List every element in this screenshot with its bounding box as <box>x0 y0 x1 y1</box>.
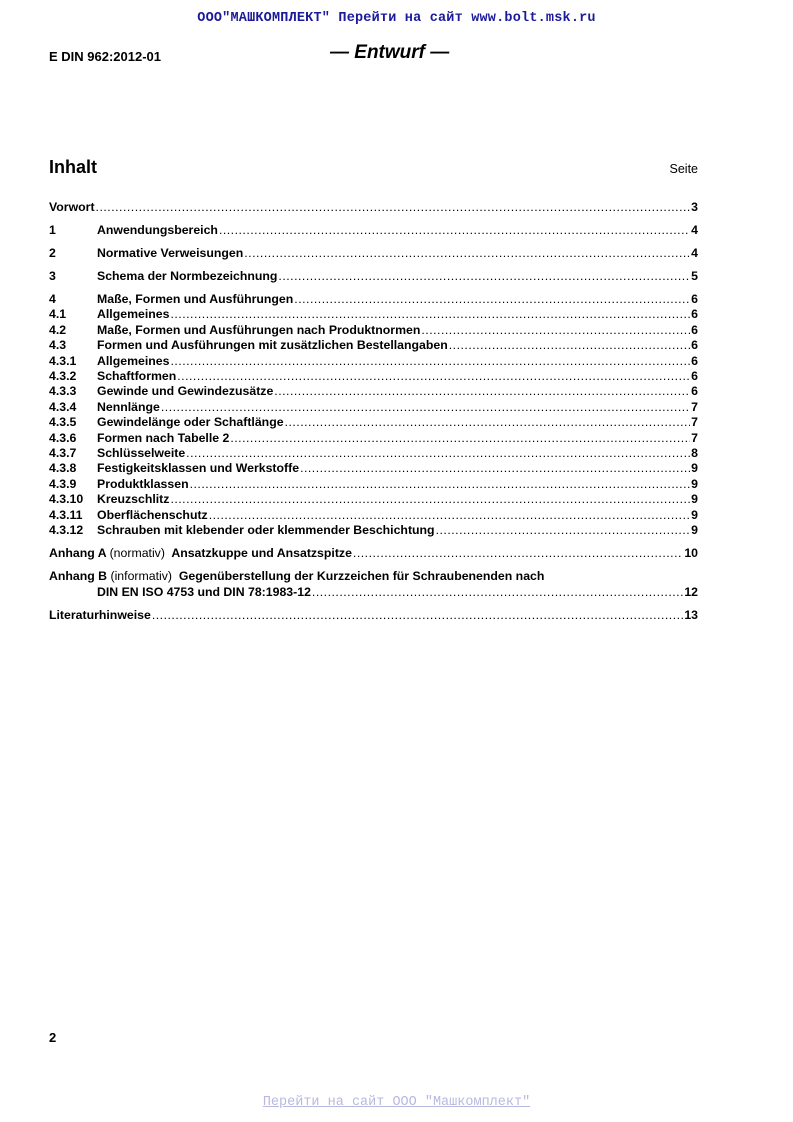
toc-dot-leader <box>312 585 683 600</box>
toc-entry-title: Allgemeines <box>97 307 170 322</box>
toc-entry-number: 4.3.5 <box>49 415 77 430</box>
toc-entry-4-3-12[interactable] <box>49 523 698 538</box>
toc-entry-4-3-2[interactable] <box>49 369 698 384</box>
toc-entry-page: 5 <box>691 269 698 283</box>
toc-entry-number: 4.3.2 <box>49 369 77 384</box>
table-of-contents <box>49 200 698 623</box>
toc-entry-page: 9 <box>691 523 698 538</box>
toc-entry-page: 7 <box>691 399 698 414</box>
toc-dot-leader <box>170 307 690 322</box>
toc-entry-title: Maße, Formen und Ausführungen nach Produktnormen <box>97 322 421 337</box>
toc-dot-leader <box>161 400 690 415</box>
toc-entry-annex-a[interactable] <box>49 546 698 561</box>
toc-entry-title: Oberflächenschutz <box>97 507 208 522</box>
toc-dot-leader <box>421 323 690 338</box>
annex-label: Anhang B <box>49 569 108 584</box>
toc-entry-number: 4.3.6 <box>49 430 77 445</box>
toc-entry-page: 3 <box>691 200 698 214</box>
toc-entry-title: Schema der Normbezeichnung <box>97 269 278 283</box>
toc-entry-number: 4.3.10 <box>49 492 84 507</box>
annex-kind: (informativ) <box>110 569 172 584</box>
toc-entry-number: 4.3.7 <box>49 446 77 461</box>
toc-entry-4[interactable] <box>49 292 698 307</box>
toc-entry-page: 12 <box>684 584 698 599</box>
toc-entry-page: 4 <box>691 246 698 260</box>
toc-entry-2[interactable] <box>49 246 698 261</box>
toc-heading: Inhalt <box>49 157 97 177</box>
toc-entry-title: Kreuzschlitz <box>97 492 170 507</box>
toc-dot-leader <box>170 492 690 507</box>
toc-entry-page: 6 <box>691 384 698 399</box>
annex-kind: (normativ) <box>109 546 165 561</box>
toc-dot-leader <box>436 523 691 538</box>
toc-entry-4-3-9[interactable] <box>49 477 698 492</box>
toc-dot-leader <box>190 477 691 492</box>
toc-entry-title: Vorwort <box>49 200 95 214</box>
page-number: 2 <box>49 1030 57 1045</box>
toc-entry-title: Normative Verweisungen <box>97 246 244 260</box>
toc-entry-4-3-5[interactable] <box>49 415 698 430</box>
toc-dot-leader <box>219 223 690 238</box>
toc-entry-4-1[interactable] <box>49 307 698 322</box>
top-banner-link[interactable]: ООО"МАШКОМПЛЕКТ" Перейти на сайт www.bolt.msk.ru <box>197 11 596 26</box>
toc-entry-number: 4.2 <box>49 322 67 337</box>
toc-entry-title: Allgemeines <box>97 353 170 368</box>
toc-entry-number: 1 <box>49 223 56 237</box>
toc-page-column-label: Seite <box>669 162 698 176</box>
toc-entry-number: 4.3.4 <box>49 399 77 414</box>
toc-entry-4-3-4[interactable] <box>49 400 698 415</box>
document-id: E DIN 962:2012-01 <box>49 49 162 64</box>
toc-entry-title: Schaftformen <box>97 369 177 384</box>
toc-entry-1[interactable] <box>49 223 698 238</box>
toc-entry-number: 4 <box>49 292 56 306</box>
toc-dot-leader <box>244 246 690 261</box>
toc-entry-number: 3 <box>49 269 56 283</box>
toc-entry-page: 6 <box>691 322 698 337</box>
toc-dot-leader <box>285 415 691 430</box>
toc-entry-title: Festigkeitsklassen und Werkstoffe <box>97 461 300 476</box>
toc-entry-4-2[interactable] <box>49 323 698 338</box>
toc-entry-number: 4.3.11 <box>49 507 83 522</box>
toc-entry-page: 6 <box>691 369 698 384</box>
toc-entry-title: Literaturhinweise <box>49 607 151 622</box>
toc-dot-leader <box>230 431 690 446</box>
toc-entry-page: 6 <box>691 307 698 322</box>
toc-entry-title: Produktklassen <box>97 476 189 491</box>
toc-entry-vorwort[interactable] <box>49 200 698 215</box>
toc-entry-title: Gewinde und Gewindezusätze <box>97 384 274 399</box>
toc-entry-page: 7 <box>691 430 698 445</box>
toc-entry-title: Schlüsselweite <box>97 446 186 461</box>
toc-dot-leader <box>278 269 690 284</box>
toc-entry-page: 6 <box>691 353 698 368</box>
toc-entry-title: Maße, Formen und Ausführungen <box>97 292 294 306</box>
toc-dot-leader <box>449 338 690 353</box>
annex-label: Anhang A <box>49 546 107 561</box>
toc-entry-number: 4.3.8 <box>49 461 77 476</box>
toc-entry-title-line-1 <box>49 569 698 584</box>
toc-entry-page: 7 <box>691 415 698 430</box>
toc-dot-leader <box>96 200 691 215</box>
toc-entry-title: Anwendungsbereich <box>97 223 218 237</box>
toc-entry-number: 4.3 <box>49 338 67 353</box>
toc-entry-4-3-8[interactable] <box>49 461 698 476</box>
toc-entry-number: 4.3.1 <box>49 353 77 368</box>
toc-dot-leader <box>353 546 683 561</box>
toc-entry-page: 8 <box>691 446 698 461</box>
toc-entry-4-3-10[interactable] <box>49 492 698 507</box>
toc-entry-3[interactable] <box>49 269 698 284</box>
toc-dot-leader <box>294 292 690 307</box>
toc-dot-leader <box>209 508 690 523</box>
toc-entry-4-3-6[interactable] <box>49 431 698 446</box>
toc-entry-page: 9 <box>691 461 698 476</box>
toc-entry-4-3-3[interactable] <box>49 384 698 399</box>
toc-entry-title: Formen und Ausführungen mit zusätzlichen Bestellangaben <box>97 338 448 353</box>
toc-entry-title: Schrauben mit klebender oder klemmender Beschichtung <box>97 523 435 538</box>
toc-entry-number: 4.3.12 <box>49 523 84 538</box>
toc-entry-page: 9 <box>691 492 698 507</box>
toc-entry-4-3[interactable] <box>49 338 698 353</box>
toc-entry-page: 9 <box>691 507 698 522</box>
toc-entry-title <box>49 546 352 561</box>
toc-dot-leader <box>274 384 690 399</box>
toc-entry-4-3-1[interactable] <box>49 354 698 369</box>
toc-entry-page: 6 <box>691 292 698 306</box>
annex-title: Ansatzkuppe und Ansatzspitze <box>171 546 352 561</box>
toc-entry-4-3-11[interactable] <box>49 508 698 523</box>
toc-entry-number: 4.1 <box>49 307 67 322</box>
annex-title: Gegenüberstellung der Kurzzeichen für Schraubenenden nach <box>178 569 545 584</box>
toc-dot-leader <box>186 446 690 461</box>
toc-entry-title-line-2 <box>49 585 698 600</box>
toc-entry-annex-b[interactable] <box>49 569 698 600</box>
toc-dot-leader <box>170 354 690 369</box>
toc-entry-title: Gewindelänge oder Schaftlänge <box>97 415 284 430</box>
bottom-site-link[interactable]: Перейти на сайт ООО "Машкомплект" <box>262 1095 531 1110</box>
toc-dot-leader <box>152 608 683 623</box>
annex-title-continued: DIN EN ISO 4753 und DIN 78:1983-12 <box>97 584 311 599</box>
toc-entry-page: 6 <box>691 338 698 353</box>
toc-dot-leader <box>177 369 690 384</box>
draft-mark: — Entwurf — <box>330 42 450 63</box>
toc-entry-title: Formen nach Tabelle 2 <box>97 430 230 445</box>
toc-entry-page: 10 <box>684 546 698 561</box>
toc-entry-number: 2 <box>49 246 56 260</box>
toc-entry-title: Nennlänge <box>97 399 160 414</box>
toc-entry-page: 4 <box>691 223 698 237</box>
toc-entry-4-3-7[interactable] <box>49 446 698 461</box>
toc-dot-leader <box>300 461 690 476</box>
toc-entry-page: 13 <box>684 607 698 622</box>
toc-entry-bibliography[interactable] <box>49 608 698 623</box>
toc-entry-number: 4.3.9 <box>49 476 77 491</box>
toc-entry-number: 4.3.3 <box>49 384 77 399</box>
toc-entry-page: 9 <box>691 476 698 491</box>
